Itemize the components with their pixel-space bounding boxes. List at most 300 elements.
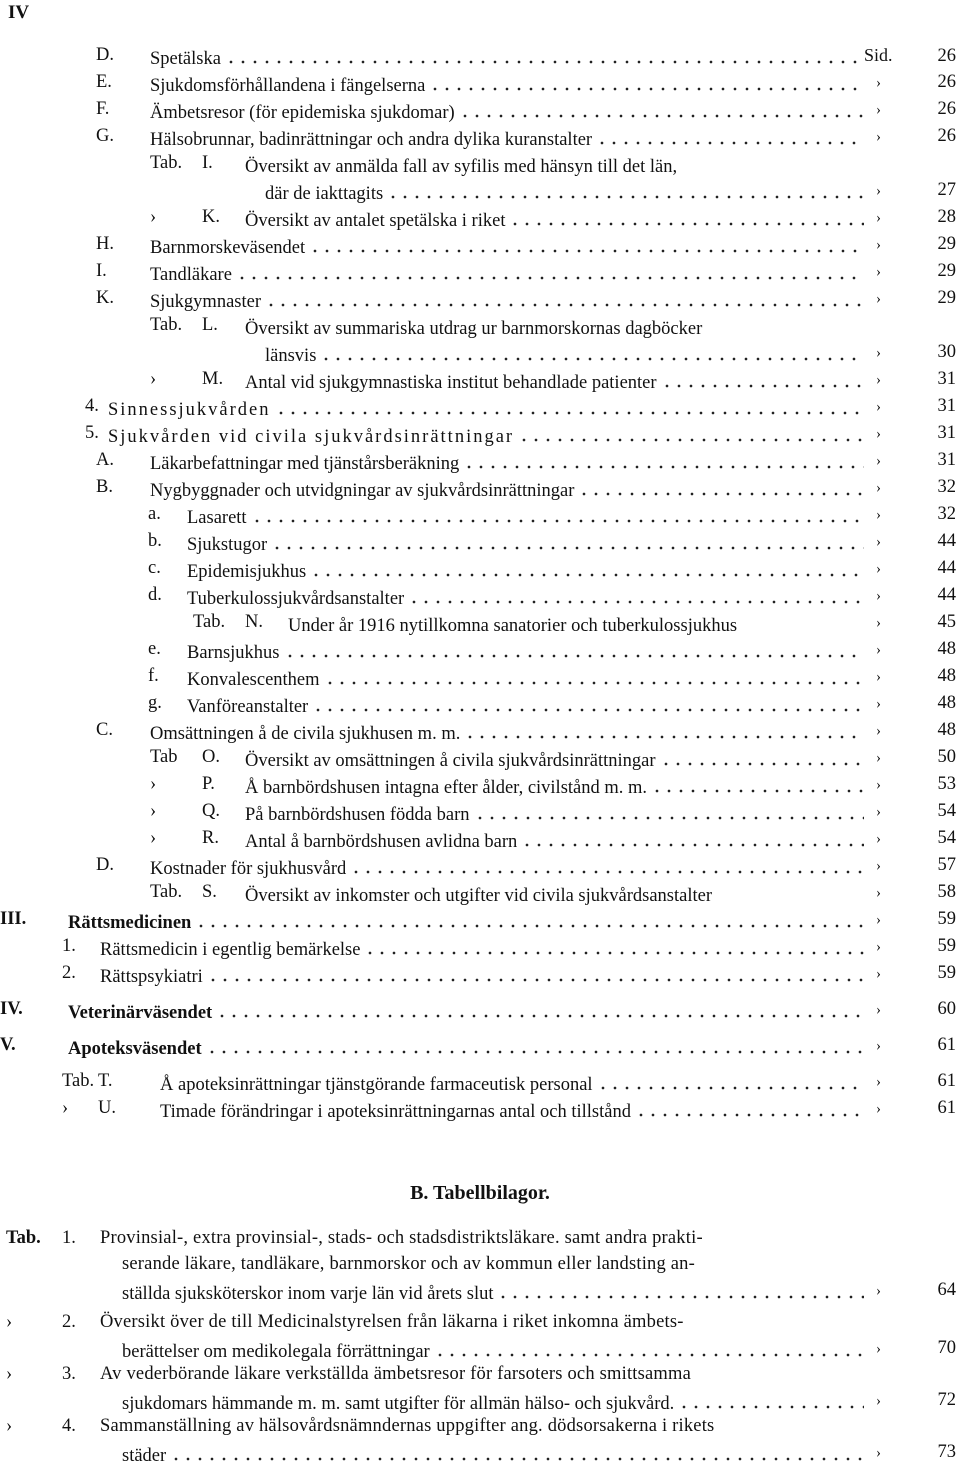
entry-label: E. bbox=[96, 72, 112, 92]
entry-label: G. bbox=[96, 126, 114, 146]
ditto-mark: › bbox=[876, 723, 881, 739]
entry-label: d. bbox=[148, 585, 162, 605]
ditto-mark: › bbox=[876, 399, 881, 415]
entry-title: Översikt av antalet spetälska i riket bbox=[245, 210, 506, 231]
page-ref bbox=[876, 1280, 956, 1301]
entry-label: F. bbox=[96, 99, 110, 119]
entry-title: Sjukdomsförhållandena i fängelserna bbox=[150, 75, 426, 96]
page-ref bbox=[876, 1338, 956, 1359]
dot-leader bbox=[706, 317, 864, 336]
entry-title: Sinnessjukvården bbox=[108, 399, 271, 420]
page-ref bbox=[876, 450, 956, 471]
entry-title: Lasarett bbox=[187, 507, 247, 528]
page-number: IV bbox=[8, 2, 30, 23]
entry-title: Barnmorskeväsendet bbox=[150, 237, 306, 258]
entry-label: III. bbox=[0, 909, 27, 929]
toc-entry[interactable] bbox=[108, 423, 868, 449]
entry-label: C. bbox=[96, 720, 113, 740]
page-number-ref: 31 bbox=[937, 450, 956, 470]
entry-sublabel: Q. bbox=[202, 801, 220, 821]
entry-sublabel: I. bbox=[202, 153, 213, 173]
page-ref bbox=[876, 936, 956, 957]
toc-entry[interactable] bbox=[68, 999, 868, 1025]
toc-entry[interactable] bbox=[150, 45, 868, 71]
ditto-mark: › bbox=[876, 75, 881, 91]
toc-entry[interactable] bbox=[187, 693, 868, 719]
dot-leader bbox=[387, 182, 864, 201]
appendix-text: Sammanställning av hälsovårdsnämndernas uppgifter ang. dödsorsakerna i rikets bbox=[100, 1416, 715, 1436]
toc-entry[interactable] bbox=[245, 828, 868, 854]
entry-title: Nygbyggnader och utvidgningar av sjukvårdsinrättningar bbox=[150, 480, 575, 501]
page-ref bbox=[876, 801, 956, 822]
page-ref bbox=[876, 423, 956, 444]
page-number-ref: 61 bbox=[937, 1098, 956, 1118]
toc-entry[interactable] bbox=[150, 855, 868, 881]
page-ref bbox=[876, 531, 956, 552]
page-ref bbox=[876, 882, 956, 903]
ditto-mark: › bbox=[876, 1074, 881, 1090]
ditto-mark: › bbox=[876, 561, 881, 577]
toc-entry[interactable] bbox=[68, 909, 868, 935]
entry-title: Spetälska bbox=[150, 48, 221, 69]
page-number-ref: 58 bbox=[937, 882, 956, 902]
dot-leader bbox=[408, 587, 864, 606]
toc-entry[interactable] bbox=[150, 261, 868, 287]
ditto-mark: › bbox=[876, 1283, 881, 1299]
toc-entry[interactable] bbox=[100, 936, 868, 962]
entry-title: Rättsmedicinen bbox=[68, 912, 192, 933]
toc-entry[interactable] bbox=[288, 612, 868, 638]
entry-title: Epidemisjukhus bbox=[187, 561, 307, 582]
ditto-mark: › bbox=[876, 885, 881, 901]
page-number-ref: 44 bbox=[937, 558, 956, 578]
entry-label: › bbox=[150, 207, 157, 227]
ditto-mark: › bbox=[876, 264, 881, 280]
page-number-ref: 27 bbox=[937, 180, 956, 200]
ditto-mark: › bbox=[876, 453, 881, 469]
page-number-ref: 29 bbox=[937, 234, 956, 254]
page-number-ref: 31 bbox=[937, 369, 956, 389]
toc-entry[interactable] bbox=[245, 315, 868, 341]
page-ref bbox=[876, 1442, 956, 1463]
ditto-mark: › bbox=[876, 1101, 881, 1117]
entry-title: Konvalescenthem bbox=[187, 669, 320, 690]
dot-leader bbox=[660, 749, 865, 768]
entry-label: Tab. bbox=[62, 1071, 95, 1091]
toc-entry[interactable] bbox=[187, 585, 868, 611]
ditto-mark: › bbox=[876, 372, 881, 388]
page-ref bbox=[876, 396, 956, 417]
page-number-ref: 59 bbox=[937, 936, 956, 956]
section-b-title: B. Tabellbilagor. bbox=[410, 1182, 550, 1204]
page-ref bbox=[876, 477, 956, 498]
page-number-ref: 45 bbox=[937, 612, 956, 632]
appendix-text: sjukdomars hämmande m. m. samt utgifter för allmän hälso- och sjukvård. bbox=[122, 1393, 675, 1414]
dot-leader bbox=[310, 560, 864, 579]
entry-label: D. bbox=[96, 855, 114, 875]
page-number-ref: 64 bbox=[937, 1280, 956, 1300]
appendix-number: 4. bbox=[62, 1416, 76, 1436]
page-ref bbox=[876, 99, 956, 120]
toc-entry[interactable] bbox=[187, 639, 868, 665]
entry-label: 1. bbox=[62, 936, 76, 956]
dot-leader bbox=[364, 938, 864, 957]
page-number-ref: 48 bbox=[937, 666, 956, 686]
toc-entry[interactable] bbox=[160, 1098, 868, 1124]
entry-title: Barnsjukhus bbox=[187, 642, 280, 663]
appendix-line[interactable] bbox=[122, 1280, 868, 1306]
entry-label: › bbox=[150, 828, 157, 848]
appendix-number: 3. bbox=[62, 1364, 76, 1384]
appendix-line bbox=[100, 1228, 865, 1254]
page-number-ref: 26 bbox=[937, 46, 956, 66]
dot-leader bbox=[716, 884, 864, 903]
page-number-ref: 60 bbox=[937, 999, 956, 1019]
page-number-ref: 50 bbox=[937, 747, 956, 767]
page-number-ref: 31 bbox=[937, 423, 956, 443]
page-ref bbox=[876, 234, 956, 255]
entry-title: Sjukgymnaster bbox=[150, 291, 261, 312]
entry-title: Antal å barnbördshusen avlidna barn bbox=[245, 831, 518, 852]
dot-leader bbox=[741, 614, 864, 633]
dot-leader bbox=[434, 1340, 864, 1359]
appendix-text: berättelser om medikolegala förrättningar bbox=[122, 1341, 430, 1362]
ditto-mark: › bbox=[876, 507, 881, 523]
toc-entry[interactable] bbox=[150, 234, 868, 260]
entry-title: Sjukstugor bbox=[187, 534, 268, 555]
dot-leader bbox=[681, 155, 864, 174]
ditto-mark: › bbox=[876, 291, 881, 307]
entry-title: Antal vid sjukgymnastiska institut behandlade patienter bbox=[245, 372, 657, 393]
toc-entry[interactable] bbox=[160, 1071, 868, 1097]
entry-title: Vanföreanstalter bbox=[187, 696, 309, 717]
dot-leader bbox=[309, 236, 864, 255]
toc-entry[interactable] bbox=[187, 558, 868, 584]
dot-leader bbox=[578, 479, 864, 498]
dot-leader bbox=[463, 452, 864, 471]
entry-label: b. bbox=[148, 531, 162, 551]
dot-leader bbox=[312, 695, 864, 714]
entry-title: Under år 1916 nytillkomna sanatorier och tuberkulossjukhus bbox=[288, 615, 738, 636]
page-number-ref: 28 bbox=[937, 207, 956, 227]
entry-label: 4. bbox=[85, 396, 99, 416]
ditto-mark: › bbox=[876, 102, 881, 118]
page-number-ref: 59 bbox=[937, 909, 956, 929]
entry-sublabel: S. bbox=[202, 882, 217, 902]
toc-entry[interactable] bbox=[108, 396, 868, 422]
ditto-mark: › bbox=[876, 426, 881, 442]
entry-label: IV. bbox=[0, 999, 23, 1019]
dot-leader bbox=[597, 1073, 864, 1092]
appendix-text: Översikt över de till Medicinalstyrelsen från läkarna i riket inkomna ämbets- bbox=[100, 1312, 684, 1332]
page-ref bbox=[876, 693, 956, 714]
page-number-ref: 54 bbox=[937, 828, 956, 848]
page-ref bbox=[876, 585, 956, 606]
page-number-ref: 32 bbox=[937, 504, 956, 524]
page-ref bbox=[876, 1071, 956, 1092]
page-number-ref: 53 bbox=[937, 774, 956, 794]
page-ref bbox=[876, 666, 956, 687]
dot-leader bbox=[651, 776, 864, 795]
ditto-mark: › bbox=[876, 615, 881, 631]
ditto-mark: › bbox=[876, 939, 881, 955]
page-ref bbox=[876, 747, 956, 768]
page-number-ref: 73 bbox=[937, 1442, 956, 1462]
ditto-mark: › bbox=[876, 345, 881, 361]
ditto-mark: › bbox=[876, 777, 881, 793]
entry-sublabel: T. bbox=[98, 1071, 113, 1091]
ditto-mark: › bbox=[876, 1038, 881, 1054]
entry-title: Kostnader för sjukhusvård bbox=[150, 858, 347, 879]
entry-label: D. bbox=[96, 45, 114, 65]
dot-leader bbox=[350, 857, 864, 876]
entry-sublabel: L. bbox=[202, 315, 218, 335]
appendix-text: Provinsial-, extra provinsial-, stads- och stadsdistriktsläkare. samt andra prakti- bbox=[100, 1228, 703, 1248]
entry-label: K. bbox=[96, 288, 114, 308]
entry-sublabel: U. bbox=[98, 1098, 116, 1118]
entry-label: a. bbox=[148, 504, 161, 524]
dot-leader bbox=[275, 398, 864, 417]
dot-leader bbox=[521, 830, 864, 849]
dot-leader bbox=[170, 1444, 864, 1463]
entry-title: Apoteksväsendet bbox=[68, 1038, 202, 1059]
page-ref bbox=[876, 963, 956, 984]
ditto-mark: Sid. bbox=[864, 45, 893, 65]
page-number-ref: 26 bbox=[937, 72, 956, 92]
page-ref bbox=[876, 504, 956, 525]
entry-label: A. bbox=[96, 450, 114, 470]
page-ref bbox=[876, 1035, 956, 1056]
dot-leader bbox=[429, 74, 864, 93]
page-number-ref: 26 bbox=[937, 126, 956, 146]
entry-title: länsvis bbox=[265, 345, 317, 366]
toc-entry[interactable] bbox=[150, 99, 868, 125]
ditto-mark: › bbox=[876, 831, 881, 847]
ditto-mark: › bbox=[876, 750, 881, 766]
toc-entry[interactable] bbox=[187, 666, 868, 692]
page-ref bbox=[876, 855, 956, 876]
page-number-ref: 61 bbox=[937, 1071, 956, 1091]
page-number-ref: 54 bbox=[937, 801, 956, 821]
page-ref bbox=[876, 612, 956, 633]
page-ref bbox=[876, 1390, 956, 1411]
page-number-ref: 44 bbox=[937, 585, 956, 605]
dot-leader bbox=[678, 1392, 864, 1411]
entry-label: › bbox=[150, 369, 157, 389]
ditto-mark: › bbox=[876, 1393, 881, 1409]
dot-leader bbox=[324, 668, 864, 687]
toc-entry[interactable] bbox=[245, 153, 868, 179]
entry-title: Timade förändringar i apoteksinrättningarnas antal och tillstånd bbox=[160, 1101, 631, 1122]
page-number-ref: 61 bbox=[937, 1035, 956, 1055]
ditto-mark: › bbox=[876, 858, 881, 874]
toc-entry[interactable] bbox=[150, 126, 868, 152]
page-ref bbox=[876, 288, 956, 309]
entry-label: 2. bbox=[62, 963, 76, 983]
entry-title: Ämbetsresor (för epidemiska sjukdomar) bbox=[150, 102, 455, 123]
appendix-tab-label: › bbox=[6, 1312, 13, 1332]
page-number-ref: 31 bbox=[937, 396, 956, 416]
entry-title: Hälsobrunnar, badinrättningar och andra dylika kuranstalter bbox=[150, 129, 593, 150]
dot-leader bbox=[464, 722, 864, 741]
toc-entry[interactable] bbox=[265, 180, 868, 206]
dot-leader bbox=[236, 263, 864, 282]
entry-sublabel: M. bbox=[202, 369, 224, 389]
entry-label: f. bbox=[148, 666, 159, 686]
ditto-mark: › bbox=[876, 1002, 881, 1018]
page-ref bbox=[876, 1098, 956, 1119]
entry-label: B. bbox=[96, 477, 113, 497]
ditto-mark: › bbox=[876, 1341, 881, 1357]
dot-leader bbox=[216, 1001, 864, 1020]
toc-entry[interactable] bbox=[68, 1035, 868, 1061]
entry-title: där de iakttagits bbox=[265, 183, 384, 204]
ditto-mark: › bbox=[876, 210, 881, 226]
appendix-text: Av vederbörande läkare verkställda ämbetsresor för farsoters och smittsamma bbox=[100, 1364, 692, 1384]
entry-label: V. bbox=[0, 1035, 16, 1055]
page-ref bbox=[864, 45, 956, 67]
page-ref bbox=[876, 180, 956, 201]
entry-title: Omsättningen å de civila sjukhusen m. m. bbox=[150, 723, 461, 744]
page-ref bbox=[876, 774, 956, 795]
page-ref bbox=[876, 261, 956, 282]
entry-label: › bbox=[150, 801, 157, 821]
entry-sublabel: N. bbox=[245, 612, 263, 632]
entry-title: Översikt av anmälda fall av syfilis med hänsyn till det län, bbox=[245, 156, 678, 177]
appendix-text: serande läkare, tandläkare, barnmorskor och av kommun eller landsting an- bbox=[122, 1254, 695, 1274]
page-ref bbox=[876, 342, 956, 363]
page-ref bbox=[876, 126, 956, 147]
page-ref bbox=[876, 639, 956, 660]
toc-entry[interactable] bbox=[150, 477, 868, 503]
toc-entry[interactable] bbox=[150, 720, 868, 746]
dot-leader bbox=[596, 128, 864, 147]
entry-title: Rättspsykiatri bbox=[100, 966, 203, 987]
page-number-ref: 32 bbox=[937, 477, 956, 497]
dot-leader bbox=[284, 641, 865, 660]
entry-label: 5. bbox=[85, 423, 99, 443]
appendix-tab-label: Tab. bbox=[6, 1228, 41, 1248]
page-ref bbox=[876, 558, 956, 579]
dot-leader bbox=[474, 803, 864, 822]
toc-entry[interactable] bbox=[245, 774, 868, 800]
dot-leader bbox=[320, 344, 864, 363]
dot-leader bbox=[207, 965, 864, 984]
appendix-text: städer bbox=[122, 1445, 167, 1466]
entry-label: Tab. bbox=[193, 612, 226, 632]
page-number-ref: 30 bbox=[937, 342, 956, 362]
entry-label: › bbox=[150, 774, 157, 794]
toc-entry[interactable] bbox=[265, 342, 868, 368]
dot-leader bbox=[509, 209, 864, 228]
ditto-mark: › bbox=[876, 966, 881, 982]
appendix-tab-label: › bbox=[6, 1416, 13, 1436]
entry-title: Rättsmedicin i egentlig bemärkelse bbox=[100, 939, 361, 960]
page-number-ref: 44 bbox=[937, 531, 956, 551]
toc-entry[interactable] bbox=[245, 747, 868, 773]
dot-leader bbox=[206, 1037, 864, 1056]
appendix-line bbox=[100, 1364, 865, 1390]
appendix-line bbox=[100, 1312, 865, 1338]
toc-entry[interactable] bbox=[245, 882, 868, 908]
page-ref bbox=[876, 909, 956, 930]
entry-sublabel: K. bbox=[202, 207, 220, 227]
entry-sublabel: O. bbox=[202, 747, 220, 767]
ditto-mark: › bbox=[876, 237, 881, 253]
dot-leader bbox=[661, 371, 864, 390]
entry-title: Å barnbördshusen intagna efter ålder, civilstånd m. m. bbox=[245, 777, 648, 798]
appendix-line[interactable] bbox=[122, 1390, 868, 1416]
toc-entry[interactable] bbox=[150, 72, 868, 98]
page-number-ref: 48 bbox=[937, 720, 956, 740]
ditto-mark: › bbox=[876, 669, 881, 685]
entry-title: Översikt av summariska utdrag ur barnmorskornas dagböcker bbox=[245, 318, 703, 339]
appendix-line[interactable] bbox=[122, 1442, 868, 1468]
entry-sublabel: P. bbox=[202, 774, 215, 794]
page-number-ref: 70 bbox=[937, 1338, 956, 1358]
entry-title: Översikt av omsättningen å civila sjukvårdsinrättningar bbox=[245, 750, 656, 771]
page-number-ref: 26 bbox=[937, 99, 956, 119]
toc-entry[interactable] bbox=[245, 801, 868, 827]
page-number-ref: 29 bbox=[937, 288, 956, 308]
ditto-mark: › bbox=[876, 1445, 881, 1461]
entry-label: › bbox=[62, 1098, 69, 1118]
page-number-ref: 48 bbox=[937, 693, 956, 713]
entry-title: Läkarbefattningar med tjänstårsberäkning bbox=[150, 453, 460, 474]
appendix-text: ställda sjuksköterskor inom varje län vid årets slut bbox=[122, 1283, 494, 1304]
toc-entry[interactable] bbox=[187, 504, 868, 530]
entry-label: Tab bbox=[150, 747, 178, 767]
dot-leader bbox=[271, 533, 864, 552]
ditto-mark: › bbox=[876, 183, 881, 199]
ditto-mark: › bbox=[876, 480, 881, 496]
appendix-line[interactable] bbox=[122, 1338, 868, 1364]
toc-entry[interactable] bbox=[245, 369, 868, 395]
ditto-mark: › bbox=[876, 588, 881, 604]
dot-leader bbox=[265, 290, 864, 309]
dot-leader bbox=[497, 1282, 864, 1301]
entry-label: e. bbox=[148, 639, 161, 659]
toc-entry[interactable] bbox=[245, 207, 868, 233]
dot-leader bbox=[225, 47, 864, 66]
entry-label: c. bbox=[148, 558, 161, 578]
toc-entry[interactable] bbox=[187, 531, 868, 557]
appendix-number: 1. bbox=[62, 1228, 76, 1248]
toc-entry[interactable] bbox=[150, 288, 868, 314]
ditto-mark: › bbox=[876, 129, 881, 145]
page-number-ref: 72 bbox=[937, 1390, 956, 1410]
entry-title: Översikt av inkomster och utgifter vid civila sjukvårdsanstalter bbox=[245, 885, 713, 906]
page-ref bbox=[876, 828, 956, 849]
page-ref bbox=[876, 207, 956, 228]
ditto-mark: › bbox=[876, 696, 881, 712]
page-number-ref: 57 bbox=[937, 855, 956, 875]
entry-title: Å apoteksinrättningar tjänstgörande farmaceutisk personal bbox=[160, 1074, 593, 1095]
entry-label: Tab. bbox=[150, 882, 183, 902]
dot-leader bbox=[635, 1100, 864, 1119]
appendix-line bbox=[100, 1416, 865, 1442]
dot-leader bbox=[251, 506, 864, 525]
entry-title: Tandläkare bbox=[150, 264, 232, 285]
toc-entry[interactable] bbox=[150, 450, 868, 476]
ditto-mark: › bbox=[876, 534, 881, 550]
toc-entry[interactable] bbox=[100, 963, 868, 989]
appendix-number: 2. bbox=[62, 1312, 76, 1332]
ditto-mark: › bbox=[876, 912, 881, 928]
page-number-ref: 48 bbox=[937, 639, 956, 659]
page-number-ref: 29 bbox=[937, 261, 956, 281]
entry-label: I. bbox=[96, 261, 107, 281]
